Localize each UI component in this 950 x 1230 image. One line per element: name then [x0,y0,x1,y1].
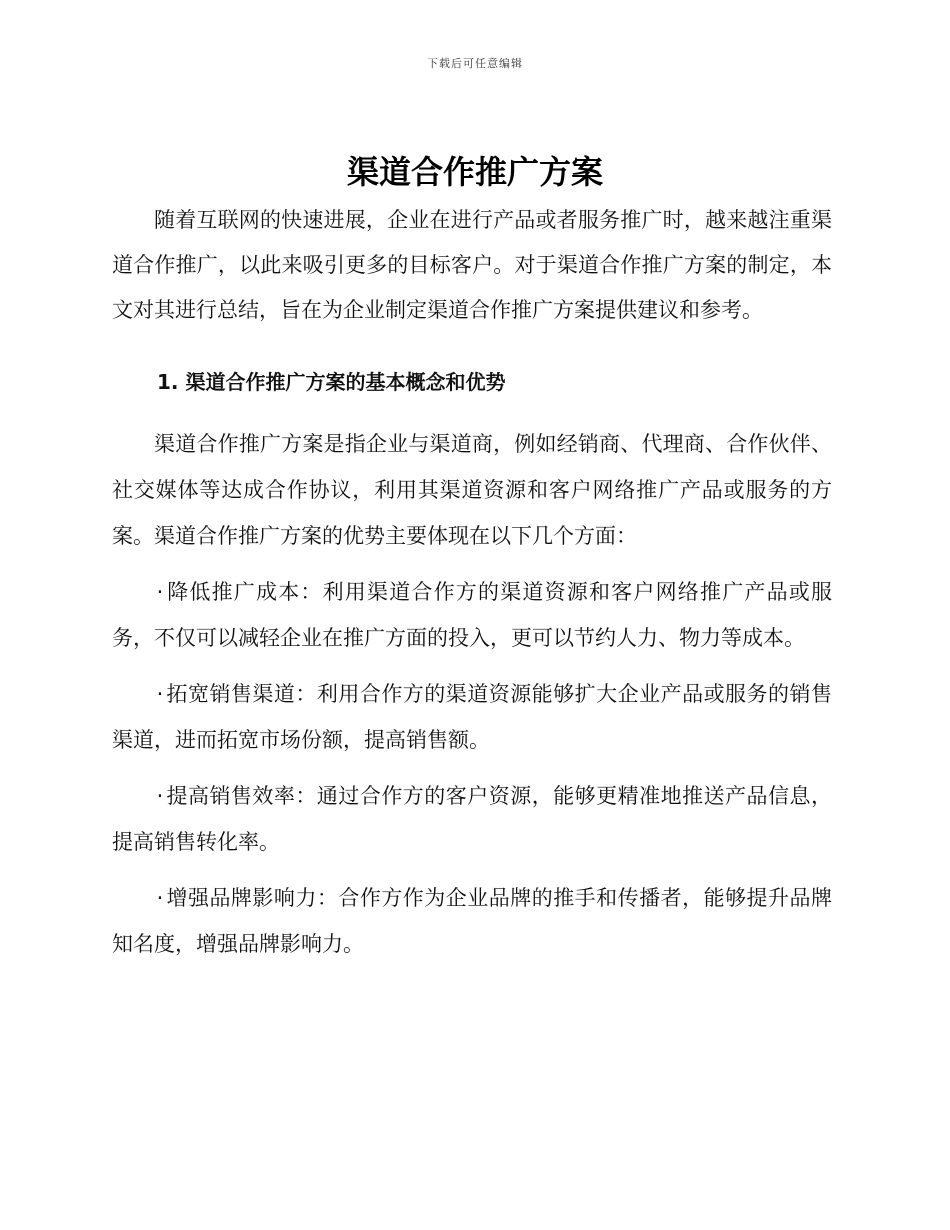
header-note: 下载后可任意编辑 [427,57,523,70]
bullet-marker: · [156,784,164,808]
bullet-text: 拓宽销售渠道：利用合作方的渠道资源能够扩大企业产品或服务的销售渠道，进而拓宽市场份额，提高销售额。 [112,682,832,752]
bullet-item [112,875,832,967]
bullet-item [112,569,832,661]
bullet-text: 提高销售效率：通过合作方的客户资源，能够更精准地推送产品信息，提高销售转化率。 [112,784,832,854]
bullet-item [112,671,832,763]
bullet-marker: · [156,682,164,706]
section-1-paragraph: 渠道合作推广方案是指企业与渠道商，例如经销商、代理商、合作伙伴、社交媒体等达成合作协议，利用其渠道资源和客户网络推广产品或服务的方案。渠道合作推广方案的优势主要体现在以下几个方面： [112,432,832,548]
bullet-item [112,773,832,865]
bullet-text: 降低推广成本：利用渠道合作方的渠道资源和客户网络推广产品或服务，不仅可以减轻企业在推广方面的投入，更可以节约人力、物力等成本。 [112,580,832,650]
document-body [112,198,832,967]
bullet-marker: · [156,886,164,910]
bullet-text: 增强品牌影响力：合作方作为企业品牌的推手和传播者，能够提升品牌知名度，增强品牌影响力。 [112,886,832,956]
intro-paragraph: 随着互联网的快速进展，企业在进行产品或者服务推广时，越来越注重渠道合作推广，以此来吸引更多的目标客户。对于渠道合作推广方案的制定，本文对其进行总结，旨在为企业制定渠道合作推广方案提供建议和参考。 [112,208,832,322]
document-title: 渠道合作推广方案 [346,153,603,191]
section-heading-1: 1. 渠道合作推广方案的基本概念和优势 [157,370,506,394]
bullet-marker: · [156,580,164,604]
